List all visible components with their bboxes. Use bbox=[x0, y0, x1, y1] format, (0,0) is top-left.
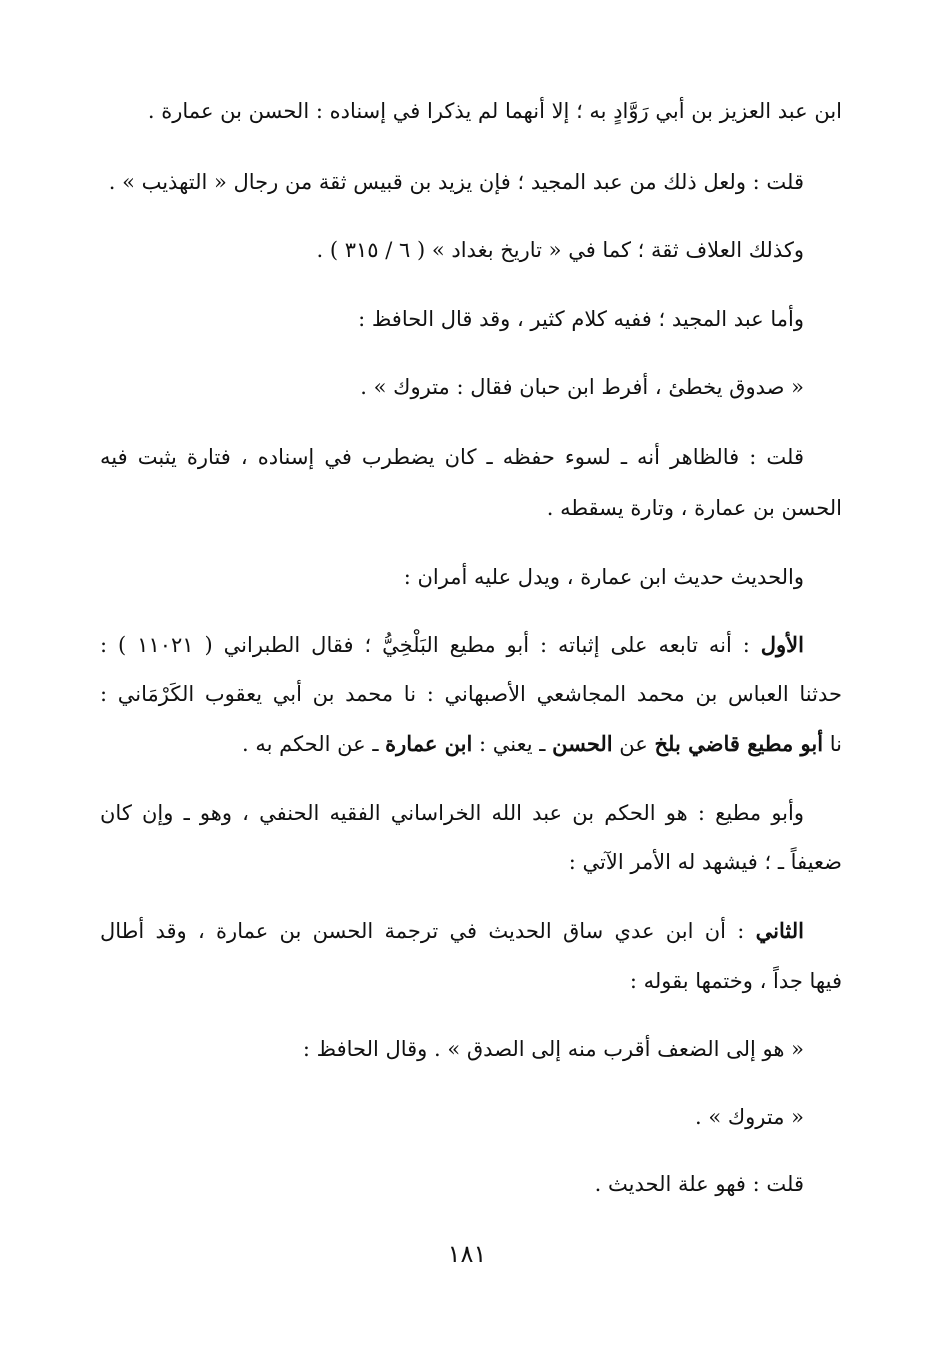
text-line: قلت : ولعل ذلك من عبد المجيد ؛ فإن يزيد بن قبيس ثقة من رجال « التهذيب » . bbox=[108, 170, 804, 194]
text-line: « هو إلى الضعف أقرب منه إلى الصدق » . وقال الحافظ : bbox=[302, 1037, 804, 1061]
text-line: فيها جداً ، وختمها بقوله : bbox=[629, 969, 842, 993]
text-line: وكذلك العلاف ثقة ؛ كما في « تاريخ بغداد » ( ٦ / ٣١٥ ) . bbox=[316, 238, 804, 262]
text-line: ضعيفاً ـ ؛ فيشهد له الأمر الآتي : bbox=[568, 850, 842, 874]
text-line: الثاني : أن ابن عدي ساق الحديث في ترجمة الحسن بن عمارة ، وقد أطال bbox=[100, 918, 804, 943]
text-line: قلت : فهو علة الحديث . bbox=[594, 1172, 804, 1196]
text-line: والحديث حديث ابن عمارة ، ويدل عليه أمران : bbox=[403, 565, 804, 589]
text-line: حدثنا العباس بن محمد المجاشعي الأصبهاني : نا محمد بن أبي يعقوب الكَرْمَاني : bbox=[100, 682, 842, 706]
text-line: نا أبو مطيع قاضي بلخ عن الحسن ـ يعني : ابن عمارة ـ عن الحكم به . bbox=[241, 731, 842, 756]
text-line: وأبو مطيع : هو الحكم بن عبد الله الخراساني الفقيه الحنفي ، وهو ـ وإن كان bbox=[100, 801, 804, 825]
page-number: ١٨١ bbox=[447, 1240, 487, 1268]
text-line: وأما عبد المجيد ؛ ففيه كلام كثير ، وقد قال الحافظ : bbox=[358, 307, 804, 331]
text-line: قلت : فالظاهر أنه ـ لسوء حفظه ـ كان يضطرب في إسناده ، فتارة يثبت فيه bbox=[100, 445, 804, 469]
text-line: الحسن بن عمارة ، وتارة يسقطه . bbox=[546, 496, 842, 520]
text-line: الأول : أنه تابعه على إثباته : أبو مطيع البَلْخِيُّ ؛ فقال الطبراني ( ١١٠٢١ ) : bbox=[100, 632, 804, 657]
text-line: ابن عبد العزيز بن أبي رَوَّادٍ به ؛ إلا أنهما لم يذكرا في إسناده : الحسن بن عمارة . bbox=[147, 99, 842, 123]
text-line: « صدوق يخطئ ، أفرط ابن حبان فقال : متروك » . bbox=[360, 375, 804, 399]
text-line: « متروك » . bbox=[694, 1105, 804, 1129]
